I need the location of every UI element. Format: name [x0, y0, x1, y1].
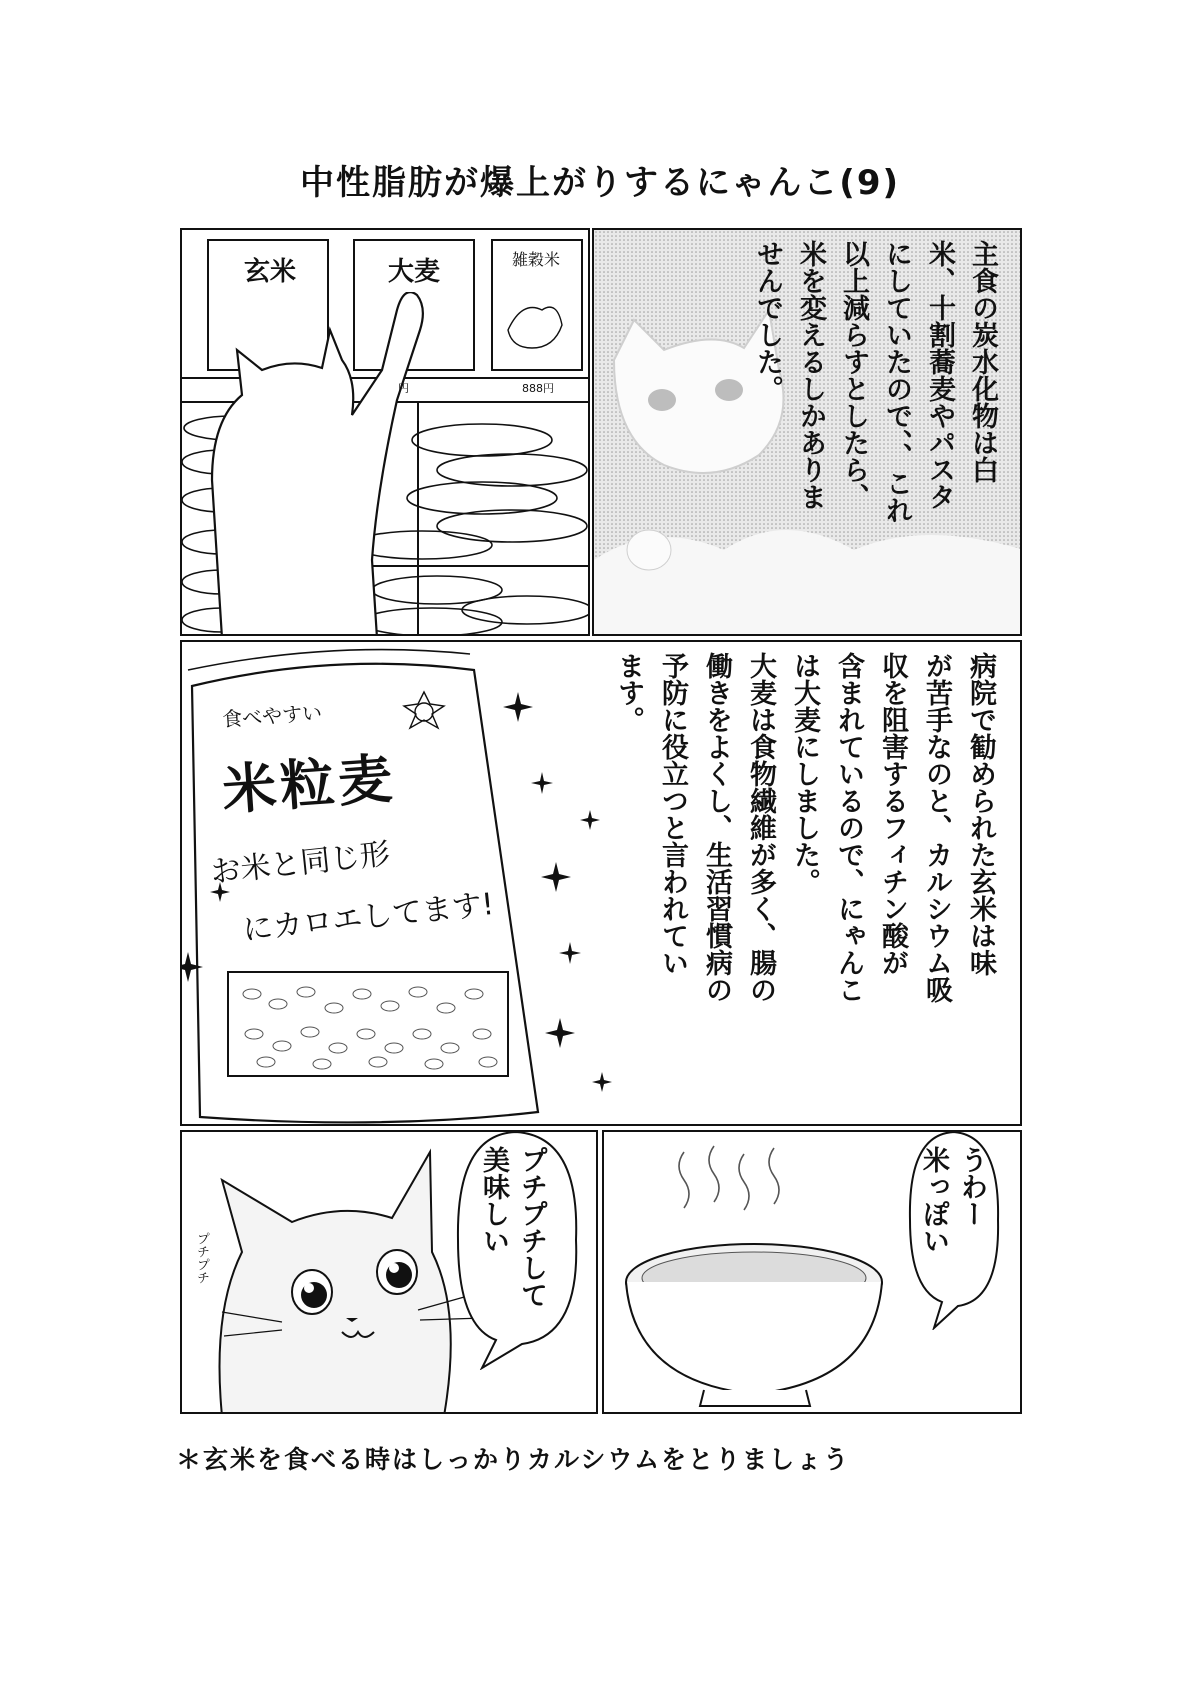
narration-line: 収を阻害するフィチン酸が: [877, 652, 908, 976]
bag-tagline: 食べやすい: [221, 700, 323, 732]
narration-carbs: [746, 240, 1004, 524]
page-title: 中性脂肪が爆上がりするにゃんこ(9): [299, 163, 901, 203]
panel-barley-bag: [180, 640, 1022, 1126]
panel-store: [180, 228, 590, 636]
sfx-crunch: プチプチ: [194, 1232, 209, 1284]
speech-line: うわー: [956, 1146, 987, 1227]
narration-line: 以上減らすとしたら、: [838, 240, 869, 510]
speech-bubble-bowl: [914, 1146, 990, 1254]
panel-sky-cloud: [592, 228, 1022, 636]
narration-line: 米、十割蕎麦やパスタ: [924, 240, 955, 510]
bag-product-name: 米粒麦: [220, 746, 399, 822]
sign-brown-rice: 玄米: [230, 252, 310, 292]
sign-barley: 大麦: [374, 252, 454, 292]
speech-bubble-cat: [474, 1146, 550, 1308]
sign-mixed-grain: 雑穀米: [494, 246, 578, 274]
bag-description-1: お米と同じ形: [209, 836, 392, 891]
narration-line: 予防に役立つと言われてい: [657, 652, 688, 976]
panel-cat-eating: [180, 1130, 598, 1414]
panel-rice-bowl: [602, 1130, 1022, 1414]
narration-line: が苦手なのと、カルシウム吸: [921, 652, 952, 1003]
speech-line: プチプチして: [516, 1146, 547, 1308]
narration-line: 含まれているので、にゃんこ: [833, 652, 864, 1003]
footnote: ＊玄米を食べる時はしっかりカルシウムをとりましょう: [176, 1445, 851, 1474]
narration-line: は大麦にしました。: [789, 652, 820, 895]
narration-line: にしていたので、、これ: [881, 240, 912, 524]
price-tag-right: 888円: [522, 382, 554, 395]
narration-line: ます。: [613, 652, 644, 733]
narration-line: 主食の炭水化物は白: [967, 240, 998, 483]
narration-line: 大麦は食物繊維が多く、腸の: [745, 652, 776, 1003]
bag-description-2: にカロエしてます!: [241, 886, 496, 949]
narration-barley: [606, 652, 1002, 1003]
narration-line: 米を変えるしかありま: [795, 240, 826, 510]
speech-line: 美味しい: [478, 1146, 509, 1254]
narration-line: せんでした。: [752, 240, 783, 402]
narration-line: 働きをよくし、生活習慣病の: [701, 652, 732, 1003]
narration-line: 病院で勧められた玄米は味: [965, 652, 996, 976]
speech-line: 米っぽい: [918, 1146, 949, 1254]
price-tag-left: 円: [398, 382, 409, 395]
